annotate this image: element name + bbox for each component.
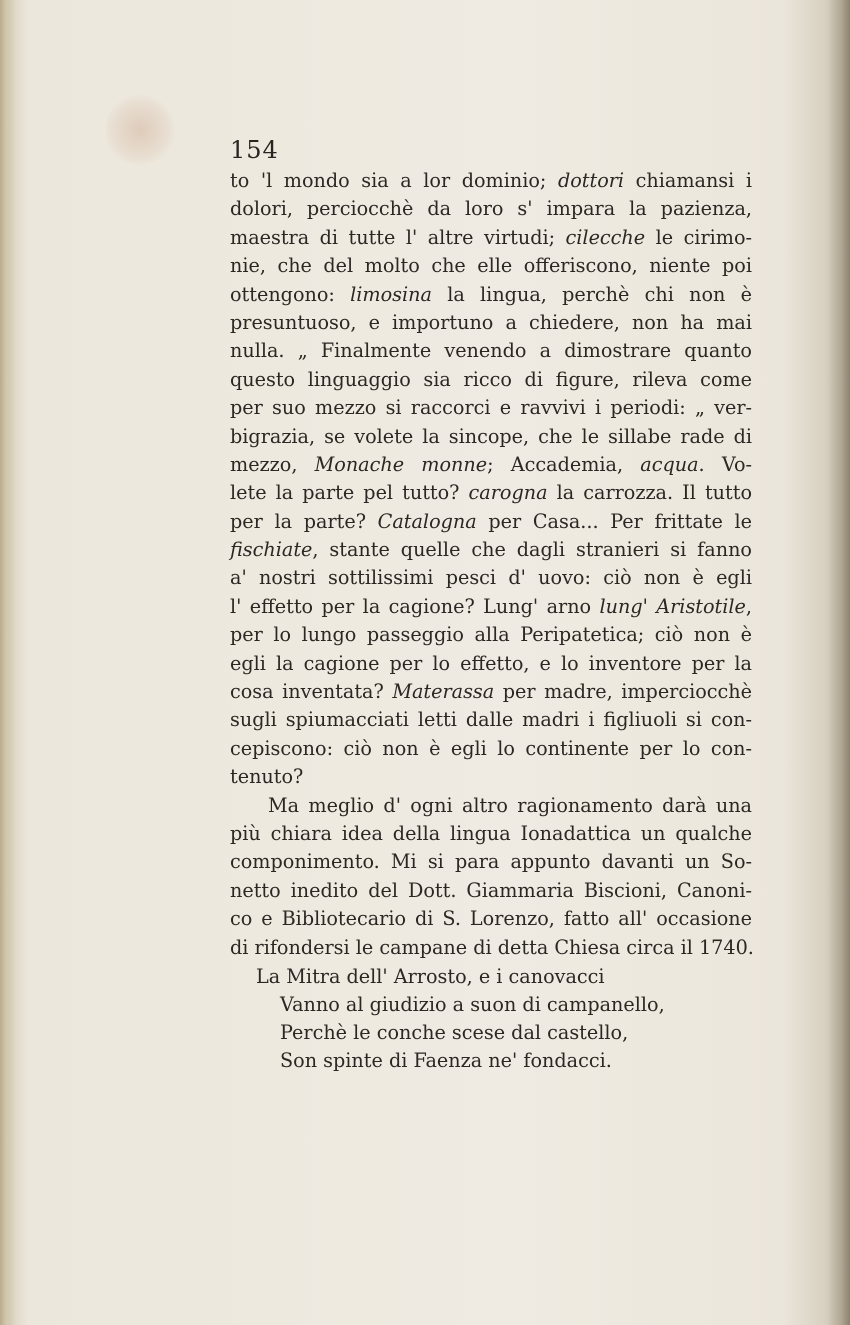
text-line (230, 451, 752, 479)
text-line (230, 792, 752, 820)
text-line (230, 877, 752, 905)
text-line (230, 337, 752, 365)
text-segment: lete la parte pel tutto? (230, 481, 469, 505)
text-line (230, 195, 752, 223)
text-segment: Ma meglio d' ogni altro ragionamento darà una (268, 793, 752, 817)
text-line (230, 252, 752, 280)
text-segment: la carrozza. Il tutto (547, 481, 752, 505)
text-line (230, 309, 752, 337)
text-line (230, 224, 752, 252)
text-line (230, 820, 752, 848)
italic-term: Monache monne (314, 452, 488, 476)
text-segment: . Vo- (698, 452, 752, 476)
italic-term: carogna (468, 481, 548, 505)
text-segment: nulla. „ Finalmente venendo a dimostrare quanto (230, 339, 752, 363)
text-segment: nie, che del molto che elle offeriscono, niente poi (230, 254, 752, 278)
text-segment: , stante quelle che dagli stranieri si fanno (312, 538, 752, 562)
text-line (230, 564, 752, 592)
text-line (230, 593, 752, 621)
text-segment: sugli spiumacciati letti dalle madri i figliuoli si con- (230, 708, 752, 732)
text-line (230, 366, 752, 394)
text-segment: presuntuoso, e importuno a chiedere, non ha mai (230, 310, 752, 334)
text-segment: mezzo, (230, 452, 315, 476)
foxing-stain (105, 95, 175, 165)
page-number: 154 (230, 136, 279, 164)
text-segment: di rifondersi le campane di detta Chiesa circa il 1740. (230, 935, 754, 959)
verse-line-3: Perchè le conche scese dal castello, (280, 1021, 629, 1044)
text-segment: , (745, 594, 752, 618)
text-segment: netto inedito del Dott. Giammaria Biscioni, Canoni- (230, 878, 752, 902)
italic-term: Materassa (392, 680, 495, 704)
text-segment: to 'l mondo sia a lor dominio; (230, 169, 558, 192)
text-line (230, 934, 752, 962)
text-segment: cepiscono: ciò non è egli lo continente per lo con- (230, 736, 752, 760)
page-edge-shadow (828, 0, 850, 1325)
italic-term: Catalogna (377, 509, 477, 533)
text-line (230, 650, 752, 678)
text-segment: chiamansi i (624, 169, 752, 192)
text-segment: le cirimo- (645, 225, 752, 249)
text-segment: per la parte? (230, 509, 378, 533)
text-line (230, 735, 752, 763)
text-segment: bigrazia, se volete la sincope, che le sillabe rade di (230, 424, 752, 448)
page-binding-shadow (0, 0, 16, 1325)
text-line (230, 394, 752, 422)
verse-line-2: Vanno al giudizio a suon di campanello, (280, 993, 665, 1016)
text-line (230, 479, 752, 507)
italic-term: limosina (350, 282, 432, 306)
italic-term: lung' Aristotile (599, 594, 746, 618)
body-text (230, 167, 752, 962)
text-line (230, 848, 752, 876)
text-line (230, 763, 752, 791)
text-line (230, 536, 752, 564)
text-segment: componimento. Mi si para appunto davanti un So- (230, 850, 752, 874)
text-segment: per lo lungo passeggio alla Peripatetica; ciò non è (230, 623, 752, 647)
italic-term: acqua (640, 452, 699, 476)
italic-term: fischiate (230, 538, 313, 562)
verse-line-1: La Mitra dell' Arrosto, e i canovacci (256, 965, 605, 988)
text-segment: dolori, perciocchè da loro s' impara la pazienza, (230, 197, 752, 221)
text-segment: per madre, imperciocchè (494, 680, 752, 704)
text-segment: egli la cagione per lo effetto, e lo inventore per la (230, 651, 752, 675)
text-segment: ; Accademia, (487, 452, 641, 476)
italic-term: cilecche (565, 225, 646, 249)
text-line (230, 281, 752, 309)
text-segment: cosa inventata? (230, 680, 393, 704)
text-segment: questo linguaggio sia ricco di figure, rileva come (230, 367, 752, 391)
text-line (230, 621, 752, 649)
text-line (230, 423, 752, 451)
text-segment: più chiara idea della lingua Ionadattica un qualche (230, 821, 752, 845)
text-segment: ottengono: (230, 282, 351, 306)
text-segment: la lingua, perchè chi non è (431, 282, 752, 306)
text-segment: a' nostri sottilissimi pesci d' uovo: ciò non è egli (230, 566, 752, 590)
text-line (230, 678, 752, 706)
italic-term: dottori (557, 169, 625, 192)
text-line (230, 508, 752, 536)
text-segment: co e Bibliotecario di S. Lorenzo, fatto all' occasione (230, 907, 752, 931)
text-line (230, 706, 752, 734)
text-segment: tenuto? (230, 765, 304, 789)
text-segment: per suo mezzo si raccorci e ravvivi i periodi: „ ver- (230, 396, 752, 420)
text-segment: l' effetto per la cagione? Lung' arno (230, 594, 600, 618)
text-segment: per Casa... Per frittate le (476, 509, 752, 533)
text-line (230, 905, 752, 933)
text-segment: maestra di tutte l' altre virtudi; (230, 225, 566, 249)
verse-line-4: Son spinte di Faenza ne' fondacci. (280, 1049, 612, 1072)
text-line (230, 167, 752, 195)
